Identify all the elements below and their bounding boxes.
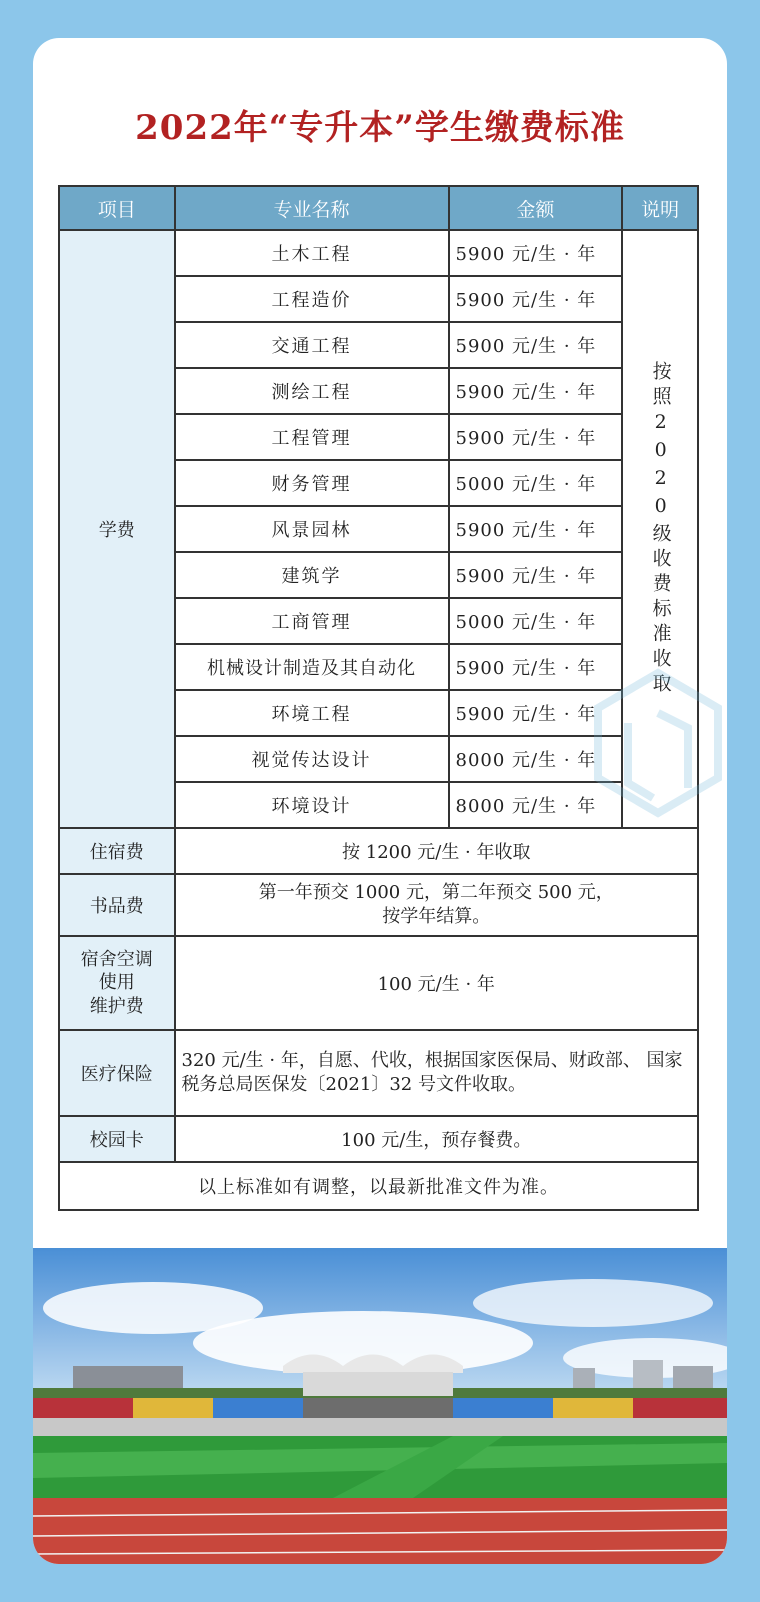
campus-card-label: 校园卡: [59, 1116, 175, 1162]
major-amount: 5900 元/生 · 年: [449, 506, 623, 552]
major-amount: 5900 元/生 · 年: [449, 368, 623, 414]
table-row: [59, 230, 698, 276]
accommodation-value: 按 1200 元/生 · 年收取: [175, 828, 698, 874]
ac-label-line-2: 使用: [98, 972, 135, 994]
stadium-photo: [33, 1248, 727, 1564]
major-amount: 5900 元/生 · 年: [449, 414, 623, 460]
accommodation-label: 住宿费: [59, 828, 175, 874]
major-amount: 8000 元/生 · 年: [449, 736, 623, 782]
major-amount: 5000 元/生 · 年: [449, 460, 623, 506]
ac-label-line-3: 维护费: [89, 995, 144, 1017]
major-amount: 5900 元/生 · 年: [449, 276, 623, 322]
major-amount: 5900 元/生 · 年: [449, 230, 623, 276]
major-amount: 5900 元/生 · 年: [449, 322, 623, 368]
header-note: 说明: [622, 186, 698, 230]
major-name: 环境工程: [175, 690, 449, 736]
tuition-note: 按照2020级收费标准收取: [622, 230, 698, 828]
books-line-2: 按学年结算。: [382, 906, 491, 927]
medical-value: 320 元/生 · 年，自愿、代收，根据国家医保局、财政部、 国家税务总局医保发〔2021〕32 号文件收取。: [175, 1030, 698, 1116]
accommodation-row: [59, 828, 698, 874]
campus-card-row: [59, 1116, 698, 1162]
major-name: 风景园林: [175, 506, 449, 552]
ac-row: [59, 936, 698, 1030]
table-header-row: [59, 186, 698, 230]
header-amount: 金额: [449, 186, 623, 230]
footer-note: 以上标准如有调整，以最新批准文件为准。: [59, 1162, 698, 1210]
major-amount: 5900 元/生 · 年: [449, 690, 623, 736]
tuition-label: 学费: [59, 230, 175, 828]
major-name: 财务管理: [175, 460, 449, 506]
major-amount: 5000 元/生 · 年: [449, 598, 623, 644]
books-line-1: 第一年预交 1000 元，第二年预交 500 元，: [258, 881, 614, 903]
ac-value: 100 元/生 · 年: [175, 936, 698, 1030]
ac-label: [59, 936, 175, 1030]
page-title: 2022年“专升本”学生缴费标准: [135, 108, 625, 148]
footer-row: [59, 1162, 698, 1210]
major-name: 土木工程: [175, 230, 449, 276]
major-name: 工程造价: [175, 276, 449, 322]
fee-card: [33, 38, 727, 1564]
medical-row: [59, 1030, 698, 1116]
major-name: 环境设计: [175, 782, 449, 828]
major-name: 工程管理: [175, 414, 449, 460]
major-amount: 8000 元/生 · 年: [449, 782, 623, 828]
books-value: [175, 874, 698, 936]
books-label: 书品费: [59, 874, 175, 936]
major-name: 工商管理: [175, 598, 449, 644]
major-name: 视觉传达设计: [175, 736, 449, 782]
major-name: 机械设计制造及其自动化: [175, 644, 449, 690]
campus-card-value: 100 元/生，预存餐费。: [175, 1116, 698, 1162]
major-name: 交通工程: [175, 322, 449, 368]
medical-label: 医疗保险: [59, 1030, 175, 1116]
fee-table: [58, 185, 699, 1211]
major-amount: 5900 元/生 · 年: [449, 644, 623, 690]
books-row: [59, 874, 698, 936]
header-major: 专业名称: [175, 186, 449, 230]
header-item: 项目: [59, 186, 175, 230]
major-amount: 5900 元/生 · 年: [449, 552, 623, 598]
major-name: 建筑学: [175, 552, 449, 598]
ac-label-line-1: 宿舍空调: [80, 948, 153, 970]
major-name: 测绘工程: [175, 368, 449, 414]
